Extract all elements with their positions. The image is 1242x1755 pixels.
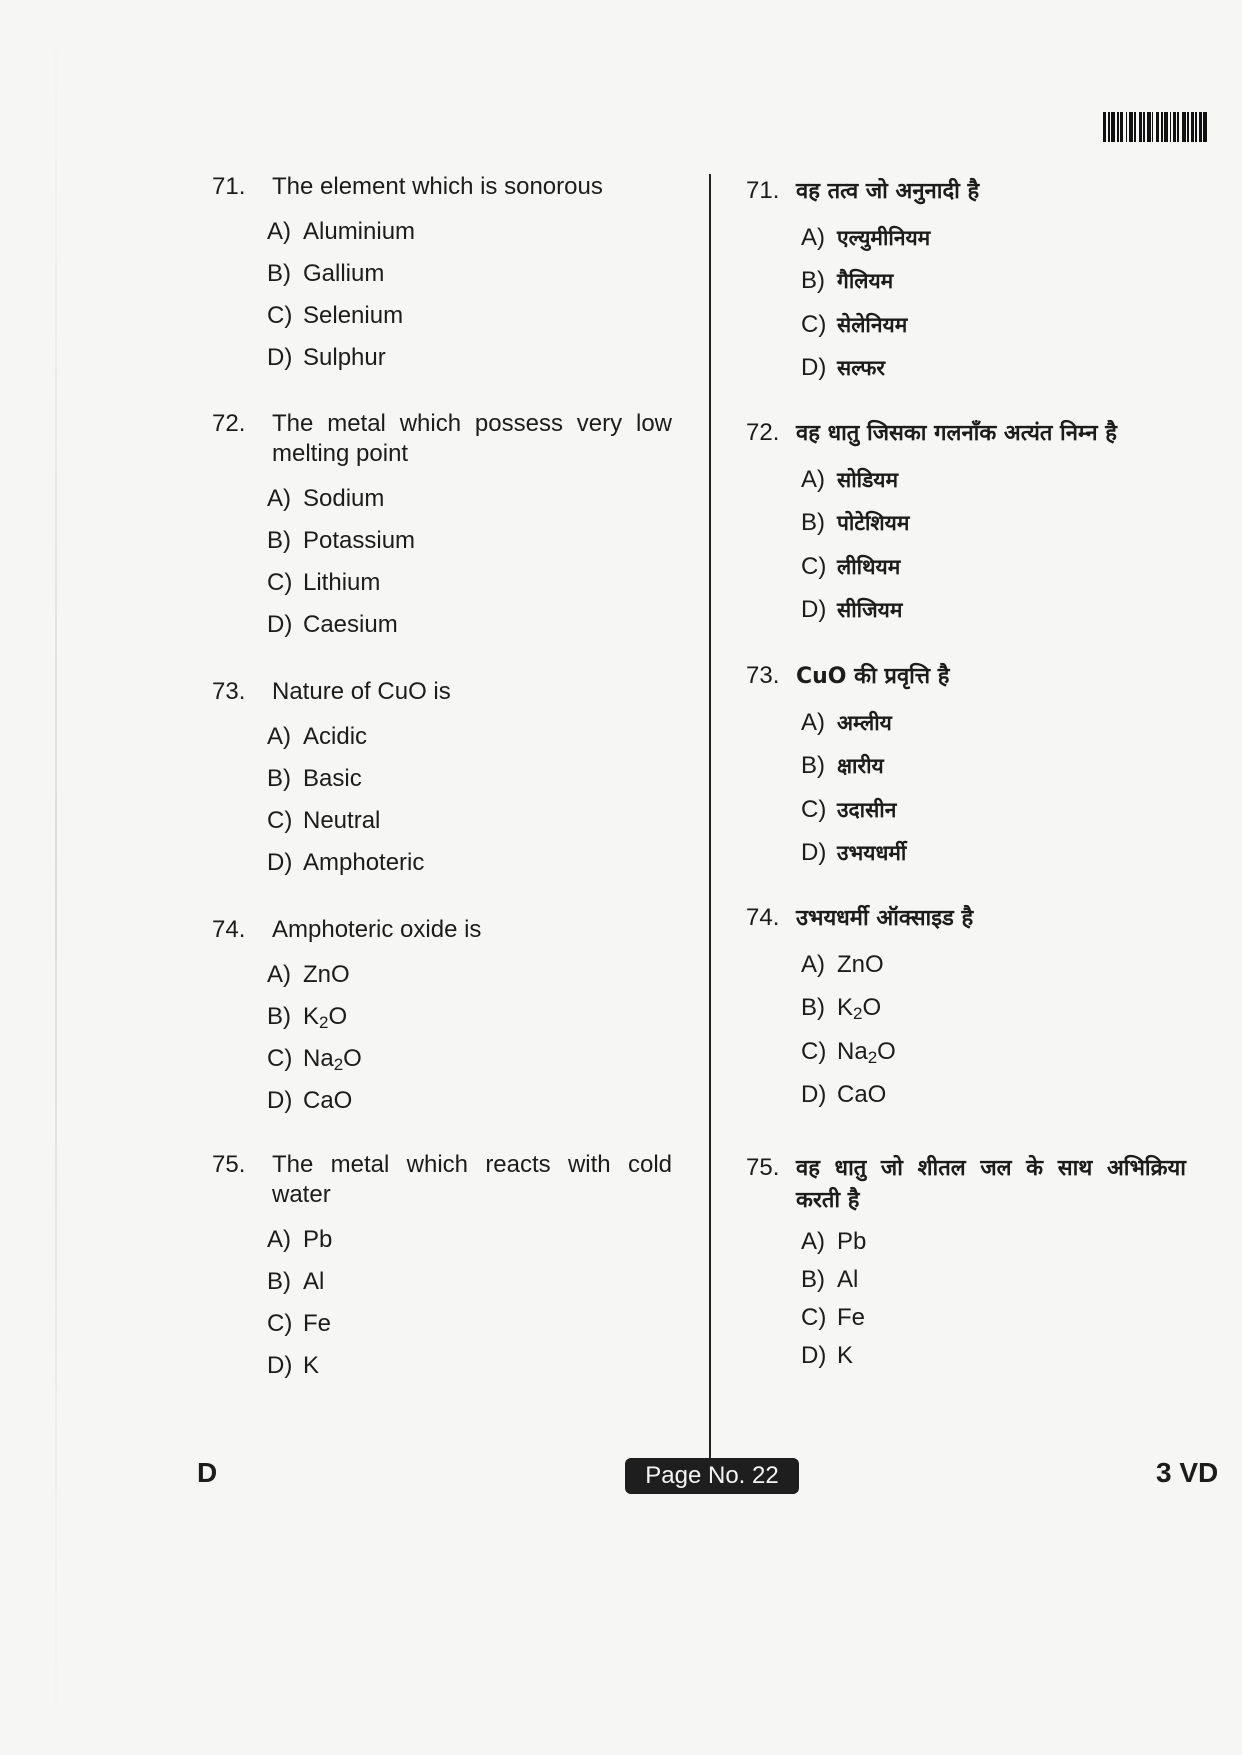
option-text: सोडियम <box>837 467 899 492</box>
question-text: उभयधर्मी ऑक्साइड है <box>796 906 974 931</box>
option-letter: C) <box>801 1304 827 1331</box>
option-letter: C) <box>801 552 827 580</box>
option-letter: D) <box>267 611 293 638</box>
question-text: Nature of CuO is <box>272 678 451 705</box>
question-72-hi <box>746 418 1186 632</box>
option-text: Pb <box>837 1228 867 1255</box>
option-text: सेलेनियम <box>837 312 908 337</box>
option-letter: A) <box>801 708 825 736</box>
option-b[interactable] <box>267 1261 672 1303</box>
option-a[interactable] <box>267 716 672 758</box>
option-d[interactable] <box>801 1074 1186 1118</box>
option-letter: A) <box>267 1226 291 1253</box>
option-letter: C) <box>801 795 827 823</box>
formula-rest: O <box>343 1045 362 1072</box>
option-letter: C) <box>267 302 293 329</box>
option-text: K <box>837 1342 854 1369</box>
option-letter: B) <box>801 509 825 537</box>
formula-base: Na <box>303 1045 334 1072</box>
option-a[interactable] <box>801 458 1186 502</box>
option-text: Gallium <box>303 260 385 287</box>
question-71-hi <box>746 176 1186 390</box>
option-a[interactable] <box>801 701 1186 745</box>
question-text: वह धातु जिसका गलनाँक अत्यंत निम्न है <box>796 421 1117 446</box>
option-d[interactable] <box>267 1080 672 1122</box>
option-letter: A) <box>801 223 825 251</box>
option-letter: D) <box>801 354 827 382</box>
option-text: क्षारीय <box>837 754 884 779</box>
option-letter: C) <box>267 807 293 834</box>
option-c[interactable] <box>801 303 1186 347</box>
option-letter: B) <box>267 527 291 554</box>
options-list <box>267 716 672 884</box>
option-a[interactable] <box>267 478 672 520</box>
formula-base: K <box>837 994 854 1022</box>
option-c[interactable] <box>267 800 672 842</box>
option-text: Neutral <box>303 807 381 834</box>
question-71-en <box>212 172 672 379</box>
question-number: 73. <box>212 678 246 705</box>
option-letter: C) <box>267 1045 293 1072</box>
question-number: 73. <box>746 662 780 689</box>
question-number: 74. <box>746 904 780 931</box>
option-b[interactable] <box>801 502 1186 546</box>
question-75-en <box>212 1150 672 1387</box>
question-text: वह धातु जो शीतल जल के साथ अभिक्रिया करती है <box>796 1156 1186 1213</box>
option-text: Acidic <box>303 723 368 750</box>
formula-subscript: 2 <box>333 1055 344 1074</box>
option-text: Al <box>837 1266 859 1293</box>
formula-rest: O <box>862 994 882 1022</box>
option-text: CaO <box>303 1087 353 1114</box>
option-a[interactable] <box>801 943 1186 987</box>
option-text <box>837 993 881 1023</box>
option-letter: A) <box>267 218 291 245</box>
option-letter: C) <box>801 310 827 338</box>
option-b[interactable] <box>801 260 1186 304</box>
question-text: The metal which possess very low melting point <box>272 410 672 467</box>
scan-edge-shadow <box>55 0 57 1755</box>
option-text: Basic <box>303 765 362 792</box>
option-letter: B) <box>801 752 825 780</box>
option-text: CaO <box>837 1081 887 1109</box>
question-73-hi <box>746 661 1186 875</box>
option-d[interactable] <box>267 604 672 646</box>
option-text: Caesium <box>303 611 398 638</box>
formula-subscript: 2 <box>853 1004 863 1024</box>
barcode <box>1103 112 1219 142</box>
option-text: Potassium <box>303 527 416 554</box>
option-c[interactable] <box>801 788 1186 832</box>
option-text: Aluminium <box>303 218 416 245</box>
question-text: वह तत्व जो अनुनादी है <box>796 179 980 204</box>
option-b[interactable] <box>267 520 672 562</box>
option-a[interactable] <box>801 1223 1186 1261</box>
option-text: उदासीन <box>837 797 897 822</box>
option-text <box>303 1044 362 1074</box>
option-text: Fe <box>303 1310 332 1337</box>
column-divider <box>709 174 711 1464</box>
options-list <box>267 211 672 379</box>
option-letter: C) <box>267 1310 293 1337</box>
option-text: उभयधर्मी <box>837 841 907 866</box>
question-74-hi <box>746 903 1186 1117</box>
option-letter: C) <box>267 569 293 596</box>
option-d[interactable] <box>801 589 1186 633</box>
option-b[interactable] <box>801 1261 1186 1299</box>
option-text <box>837 1037 896 1067</box>
options-list <box>801 943 1186 1117</box>
option-text: Lithium <box>303 569 381 596</box>
question-number: 72. <box>746 419 780 446</box>
question-75-hi <box>746 1153 1186 1375</box>
option-letter: B) <box>801 994 825 1022</box>
option-text: सीजियम <box>837 598 903 623</box>
option-text: ZnO <box>303 961 350 988</box>
options-list <box>801 458 1186 632</box>
option-a[interactable] <box>267 954 672 996</box>
option-letter: A) <box>267 961 291 988</box>
option-b[interactable] <box>267 253 672 295</box>
option-letter: A) <box>801 1228 825 1255</box>
options-list <box>801 216 1186 390</box>
option-letter: D) <box>801 1081 827 1109</box>
question-number: 75. <box>212 1151 246 1178</box>
option-text <box>303 1002 347 1032</box>
formula-subscript: 2 <box>867 1047 878 1067</box>
option-text: Sulphur <box>303 344 386 371</box>
formula-subscript: 2 <box>319 1013 329 1032</box>
option-text: पोटेशियम <box>837 511 910 536</box>
option-c[interactable] <box>267 562 672 604</box>
option-text: सल्फर <box>837 356 885 381</box>
option-c[interactable] <box>801 1299 1186 1337</box>
option-letter: D) <box>267 344 293 371</box>
option-letter: B) <box>267 1268 291 1295</box>
option-b[interactable] <box>267 996 672 1038</box>
option-d[interactable] <box>801 1337 1186 1375</box>
option-letter: B) <box>801 1266 825 1293</box>
question-number: 75. <box>746 1154 780 1181</box>
option-text: Al <box>303 1268 325 1295</box>
formula-rest: O <box>328 1003 348 1030</box>
option-d[interactable] <box>267 842 672 884</box>
option-letter: D) <box>801 839 827 867</box>
option-d[interactable] <box>267 337 672 379</box>
option-b[interactable] <box>267 758 672 800</box>
option-letter: D) <box>801 596 827 624</box>
option-text: ZnO <box>837 950 884 978</box>
page-number-badge: Page No. 22 <box>625 1458 799 1494</box>
options-list <box>267 478 672 646</box>
option-letter: D) <box>267 1087 293 1114</box>
option-letter: A) <box>801 950 825 978</box>
option-letter: B) <box>267 260 291 287</box>
options-list <box>801 1223 1186 1375</box>
option-c[interactable] <box>267 295 672 337</box>
option-c[interactable] <box>801 1030 1186 1074</box>
option-letter: A) <box>267 485 291 512</box>
option-a[interactable] <box>267 1219 672 1261</box>
formula-rest: O <box>877 1037 896 1065</box>
question-74-en <box>212 915 672 1122</box>
question-number: 72. <box>212 410 246 437</box>
option-d[interactable] <box>267 1345 672 1387</box>
option-text: Pb <box>303 1226 333 1253</box>
option-letter: B) <box>801 267 825 295</box>
option-b[interactable] <box>801 745 1186 789</box>
option-d[interactable] <box>801 832 1186 876</box>
question-text: CuO की प्रवृत्ति है <box>796 664 950 689</box>
option-letter: A) <box>801 465 825 493</box>
option-a[interactable] <box>801 216 1186 260</box>
option-text: Fe <box>837 1304 866 1331</box>
option-text: गैलियम <box>837 269 894 294</box>
option-a[interactable] <box>267 211 672 253</box>
option-text: लीथियम <box>837 554 901 579</box>
option-d[interactable] <box>801 347 1186 391</box>
question-number: 71. <box>212 173 246 200</box>
series-letter: D <box>197 1457 218 1488</box>
options-list <box>267 1219 672 1387</box>
option-text: Selenium <box>303 302 404 329</box>
question-text: The element which is sonorous <box>272 173 603 200</box>
option-letter: D) <box>267 849 293 876</box>
question-72-en <box>212 409 672 646</box>
question-text: The metal which reacts with cold water <box>272 1151 672 1208</box>
booklet-code: 3 VD <box>1156 1457 1219 1488</box>
option-c[interactable] <box>267 1303 672 1345</box>
formula-base: K <box>303 1003 320 1030</box>
option-text: K <box>303 1352 320 1379</box>
option-letter: C) <box>801 1037 827 1065</box>
question-73-en <box>212 677 672 884</box>
option-text: Sodium <box>303 485 385 512</box>
option-c[interactable] <box>801 545 1186 589</box>
option-text: Amphoteric <box>303 849 425 876</box>
options-list <box>267 954 672 1122</box>
option-letter: D) <box>267 1352 293 1379</box>
options-list <box>801 701 1186 875</box>
formula-base: Na <box>837 1037 868 1065</box>
option-letter: D) <box>801 1342 827 1369</box>
option-text: अम्लीय <box>837 710 892 735</box>
option-c[interactable] <box>267 1038 672 1080</box>
option-text: एल्युमीनियम <box>837 225 931 250</box>
option-b[interactable] <box>801 987 1186 1031</box>
question-text: Amphoteric oxide is <box>272 916 482 943</box>
option-letter: A) <box>267 723 291 750</box>
option-letter: B) <box>267 1003 291 1030</box>
question-number: 71. <box>746 177 780 204</box>
option-letter: B) <box>267 765 291 792</box>
question-number: 74. <box>212 916 246 943</box>
